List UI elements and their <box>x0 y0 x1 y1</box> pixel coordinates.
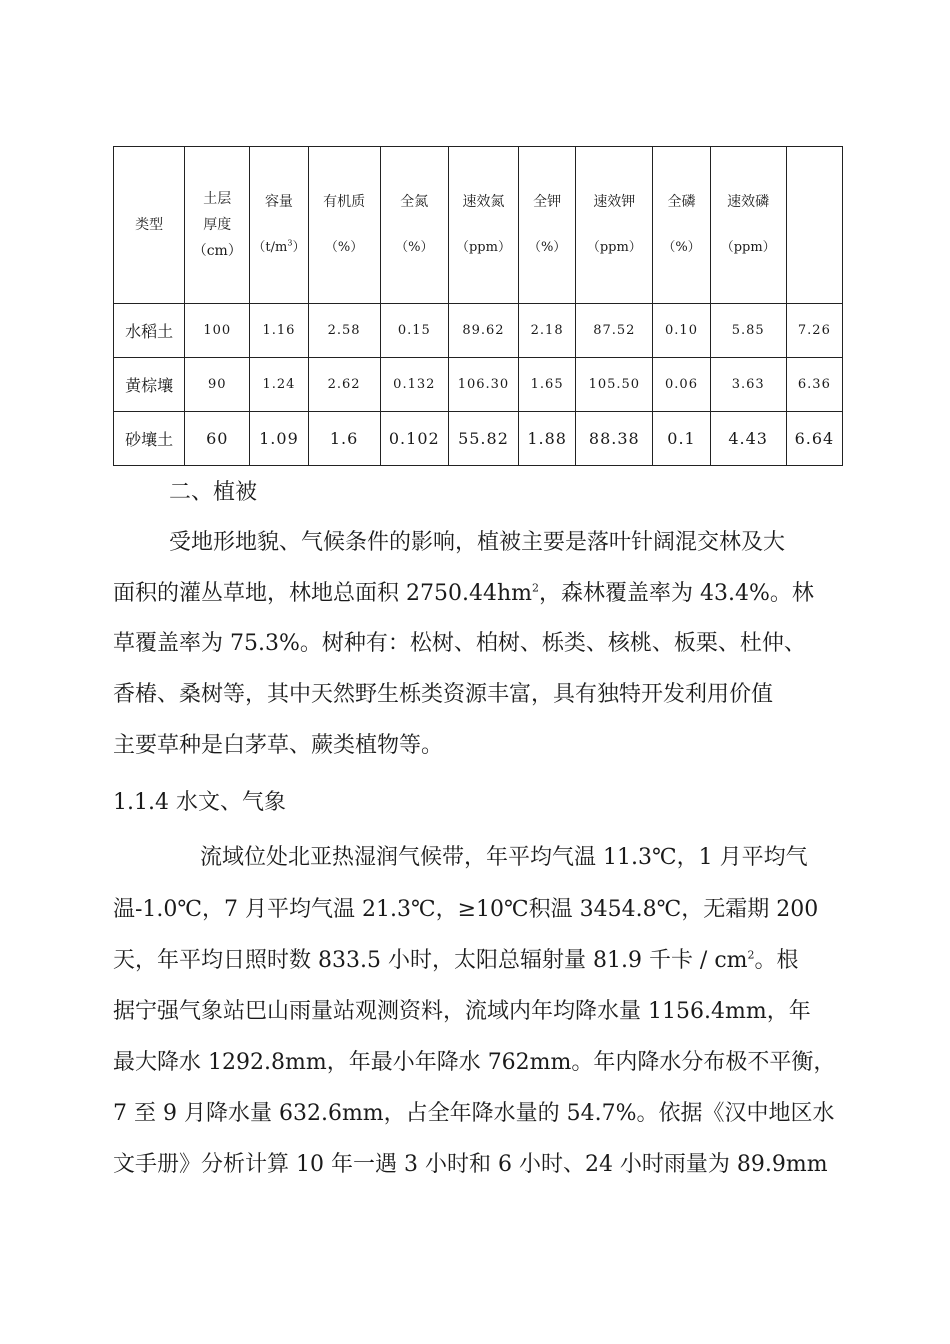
table-header-cell <box>448 147 518 304</box>
paragraph-line: 天，年平均日照时数 833.5 小时，太阳总辐射量 81.9 千卡 / $cm^2$。根 <box>113 948 799 973</box>
header-label: （cm） <box>192 243 242 259</box>
paragraph-line: 受地形地貌、气候条件的影响，植被主要是落叶针阔混交林及大 <box>169 530 786 555</box>
table-row <box>114 358 843 412</box>
header-label: 全钾 <box>533 194 562 210</box>
header-label: 速效钾 <box>593 194 636 210</box>
paragraph-line: 草覆盖率为 75.3%。树种有：松树、柏树、栎类、核桃、板栗、杜仲、 <box>113 631 806 656</box>
table-header-cell <box>380 147 448 304</box>
table-cell: 1.24 <box>250 358 308 412</box>
table-cell: 88.38 <box>576 412 653 466</box>
table-cell: 1.88 <box>519 412 576 466</box>
hydrology-section <box>113 788 873 1188</box>
table-header-cell <box>519 147 576 304</box>
table-cell: 0.1 <box>653 412 710 466</box>
table-cell: 0.15 <box>380 304 448 358</box>
header-label: 有机质 <box>323 194 366 210</box>
table-cell: 6.64 <box>786 412 842 466</box>
header-unit: （ppm） <box>586 240 642 255</box>
table-cell: 4.43 <box>710 412 786 466</box>
table-cell: 0.102 <box>380 412 448 466</box>
table-row <box>114 412 843 466</box>
table-cell: 7.26 <box>786 304 842 358</box>
header-label: 速效氮 <box>462 194 505 210</box>
header-unit: $(t/m^3)$ <box>252 238 306 255</box>
table-header-cell <box>114 147 185 304</box>
table-header-cell <box>250 147 308 304</box>
header-unit: （ppm） <box>455 240 511 255</box>
vegetation-section <box>113 478 873 778</box>
paragraph-line: 文手册》分析计算 10 年一遇 3 小时和 6 小时、24 小时雨量为 89.9mm <box>113 1152 828 1177</box>
header-label: 类型 <box>135 217 164 233</box>
soil-nutrient-table <box>113 146 843 466</box>
table-cell: 105.50 <box>576 358 653 412</box>
table-cell: 0.06 <box>653 358 710 412</box>
table-cell: 2.18 <box>519 304 576 358</box>
table-cell: 106.30 <box>448 358 518 412</box>
header-label: 速效磷 <box>727 194 770 210</box>
table-cell: 2.58 <box>308 304 380 358</box>
table-cell: 2.62 <box>308 358 380 412</box>
header-unit: （%） <box>527 240 567 255</box>
table-header-cell <box>786 147 842 304</box>
section-heading: 1.1.4 水文、气象 <box>113 790 286 815</box>
header-unit: （%） <box>662 240 701 255</box>
table-cell: 3.63 <box>710 358 786 412</box>
soil-type-cell: 砂壤土 <box>114 412 185 466</box>
table-header-cell <box>308 147 380 304</box>
soil-type-cell: 黄棕壤 <box>114 358 185 412</box>
table-cell: 87.52 <box>576 304 653 358</box>
header-label: 土层 <box>203 191 232 207</box>
paragraph-line: 最大降水 1292.8mm，年最小年降水 762mm。年内降水分布极不平衡， <box>113 1050 836 1075</box>
table-cell: 0.132 <box>380 358 448 412</box>
paragraph-line: 温-1.0℃，7 月平均气温 21.3℃，≥10℃积温 3454.8℃，无霜期 200 <box>113 897 819 922</box>
table-header-cell <box>710 147 786 304</box>
header-label: 厚度 <box>203 217 232 233</box>
paragraph-line: 据宁强气象站巴山雨量站观测资料，流域内年均降水量 1156.4mm，年 <box>113 999 811 1024</box>
soil-type-cell: 水稻土 <box>114 304 185 358</box>
paragraph-line: 香椿、桑树等，其中天然野生栎类资源丰富，具有独特开发利用价值 <box>113 682 774 707</box>
table-cell: 100 <box>185 304 250 358</box>
header-label: 容量 <box>264 194 293 210</box>
table-header-cell <box>185 147 250 304</box>
header-unit: （%） <box>395 240 434 255</box>
table-cell: 0.10 <box>653 304 710 358</box>
table-header-cell <box>653 147 710 304</box>
table-cell: 5.85 <box>710 304 786 358</box>
table-cell: 1.16 <box>250 304 308 358</box>
paragraph-line: 流域位处北亚热湿润气候带，年平均气温 11.3℃，1 月平均气 <box>200 845 808 870</box>
table-cell: 89.62 <box>448 304 518 358</box>
table-cell: 1.09 <box>250 412 308 466</box>
paragraph-line: 主要草种是白茅草、蕨类植物等。 <box>113 733 444 758</box>
header-label: 全磷 <box>667 194 696 210</box>
table-header-cell <box>576 147 653 304</box>
header-unit: （ppm） <box>720 240 776 255</box>
section-heading: 二、植被 <box>169 480 258 505</box>
table-cell: 60 <box>185 412 250 466</box>
table-cell: 6.36 <box>786 358 842 412</box>
table-header-row <box>114 147 843 304</box>
header-label: 全氮 <box>400 194 429 210</box>
table-cell: 55.82 <box>448 412 518 466</box>
paragraph-line: 面积的灌丛草地，林地总面积 $2750.44hm^2$，森林覆盖率为 43.4%。林 <box>113 581 814 606</box>
paragraph-line: 7 至 9 月降水量 632.6mm，占全年降水量的 54.7%。依据《汉中地区水 <box>113 1101 835 1126</box>
table-cell: 1.65 <box>519 358 576 412</box>
table-cell: 90 <box>185 358 250 412</box>
table-row <box>114 304 843 358</box>
table-cell: 1.6 <box>308 412 380 466</box>
header-unit: （%） <box>324 240 364 255</box>
